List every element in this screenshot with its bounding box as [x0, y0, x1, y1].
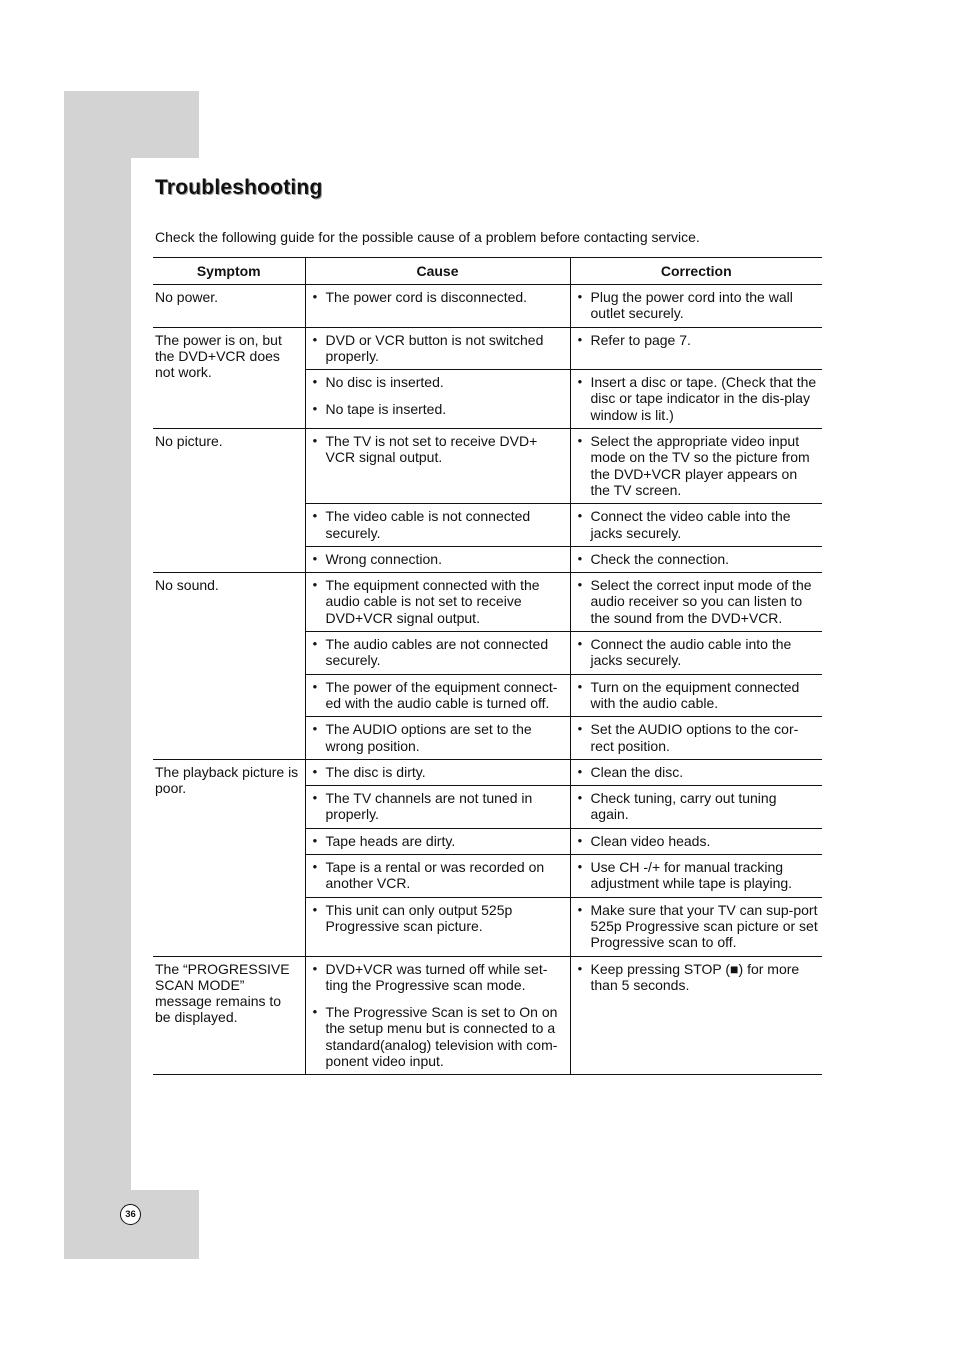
cause-cell	[305, 897, 570, 956]
cause-list	[308, 433, 566, 466]
correction-list	[573, 577, 819, 626]
cause-list	[308, 679, 566, 712]
correction-list	[573, 289, 819, 322]
cause-cell	[305, 828, 570, 854]
table-header-row	[153, 258, 822, 285]
correction-list	[573, 721, 819, 754]
correction-cell	[570, 504, 822, 547]
symptom-cell: The power is on, but the DVD+VCR does not work.	[153, 327, 305, 428]
symptom-cell: No power.	[153, 285, 305, 328]
correction-cell	[570, 956, 822, 1075]
correction-item: ● Clean the disc.	[573, 764, 819, 780]
cause-item: ● No tape is inserted.	[308, 401, 566, 417]
cause-cell	[305, 717, 570, 760]
correction-list	[573, 833, 819, 849]
cause-item: ● The TV channels are not tuned in properly.	[308, 790, 566, 823]
cause-cell	[305, 327, 570, 370]
cause-item: ● This unit can only output 525p Progressive scan picture.	[308, 902, 566, 935]
cause-list	[308, 902, 566, 935]
cause-cell	[305, 855, 570, 898]
table-row	[153, 285, 822, 328]
cause-item: ● DVD+VCR was turned off while set-ting the Progressive scan mode.	[308, 961, 566, 994]
correction-item: ● Set the AUDIO options to the cor-rect position.	[573, 721, 819, 754]
cause-item: ● Tape is a rental or was recorded on another VCR.	[308, 859, 566, 892]
table-row	[153, 956, 822, 1075]
symptom-cell: No picture.	[153, 429, 305, 573]
cause-cell	[305, 632, 570, 675]
cause-cell	[305, 546, 570, 572]
correction-cell	[570, 855, 822, 898]
cause-item: ● The AUDIO options are set to the wrong position.	[308, 721, 566, 754]
correction-cell	[570, 632, 822, 675]
correction-list	[573, 433, 819, 498]
cause-list	[308, 289, 566, 305]
correction-cell	[570, 717, 822, 760]
side-tab-decoration	[64, 158, 131, 1190]
symptom-cell: The playback picture is poor.	[153, 759, 305, 956]
cause-cell	[305, 429, 570, 504]
cause-item: ● The power cord is disconnected.	[308, 289, 566, 305]
cause-item: ● Wrong connection.	[308, 551, 566, 567]
correction-cell	[570, 759, 822, 785]
correction-cell	[570, 429, 822, 504]
cause-cell	[305, 573, 570, 632]
correction-cell	[570, 897, 822, 956]
cause-item: ● The power of the equipment connect-ed with the audio cable is turned off.	[308, 679, 566, 712]
intro-text: Check the following guide for the possible cause of a problem before contacting service.	[155, 229, 700, 245]
cause-list	[308, 636, 566, 669]
cause-item: ● The audio cables are not connected securely.	[308, 636, 566, 669]
correction-cell	[570, 370, 822, 429]
correction-list	[573, 374, 819, 423]
cause-item: ● DVD or VCR button is not switched properly.	[308, 332, 566, 365]
header-cause: Cause	[305, 258, 570, 285]
cause-list	[308, 721, 566, 754]
cause-list	[308, 551, 566, 567]
cause-item: ● No disc is inserted.	[308, 374, 566, 390]
cause-cell	[305, 786, 570, 829]
correction-list	[573, 859, 819, 892]
correction-item: ● Clean video heads.	[573, 833, 819, 849]
cause-list	[308, 577, 566, 626]
page-number: 36	[120, 1204, 141, 1225]
correction-item: ● Refer to page 7.	[573, 332, 819, 348]
cause-cell	[305, 504, 570, 547]
symptom-cell: The “PROGRESSIVE SCAN MODE” message remains to be displayed.	[153, 956, 305, 1075]
correction-item: ● Connect the audio cable into the jacks securely.	[573, 636, 819, 669]
cause-list	[308, 833, 566, 849]
correction-cell	[570, 546, 822, 572]
page-title: Troubleshooting	[155, 176, 323, 199]
cause-list	[308, 790, 566, 823]
cause-item: ● The disc is dirty.	[308, 764, 566, 780]
correction-item: ● Select the correct input mode of the audio receiver so you can listen to the sound from the DVD+VCR.	[573, 577, 819, 626]
cause-item: ● Tape heads are dirty.	[308, 833, 566, 849]
correction-item: ● Check tuning, carry out tuning again.	[573, 790, 819, 823]
correction-item: ● Use CH -/+ for manual tracking adjustment while tape is playing.	[573, 859, 819, 892]
correction-list	[573, 902, 819, 951]
table-row	[153, 759, 822, 785]
cause-item: ● The video cable is not connected securely.	[308, 508, 566, 541]
correction-item: ● Insert a disc or tape. (Check that the disc or tape indicator in the dis-play window is lit.)	[573, 374, 819, 423]
table-body	[153, 285, 822, 1075]
troubleshooting-table	[153, 257, 822, 1075]
cause-item: ● The TV is not set to receive DVD+ VCR signal output.	[308, 433, 566, 466]
correction-item: ● Check the connection.	[573, 551, 819, 567]
correction-item: ● Connect the video cable into the jacks securely.	[573, 508, 819, 541]
correction-item: ● Keep pressing STOP (■) for more than 5 seconds.	[573, 961, 819, 994]
table-row	[153, 429, 822, 504]
cause-list	[308, 374, 566, 418]
correction-list	[573, 332, 819, 348]
side-tab-decoration-top	[64, 91, 199, 158]
cause-item: ● The equipment connected with the audio cable is not set to receive DVD+VCR signal output.	[308, 577, 566, 626]
correction-list	[573, 508, 819, 541]
cause-cell	[305, 759, 570, 785]
cause-list	[308, 508, 566, 541]
correction-cell	[570, 786, 822, 829]
correction-cell	[570, 674, 822, 717]
header-symptom: Symptom	[153, 258, 305, 285]
cause-list	[308, 764, 566, 780]
correction-cell	[570, 327, 822, 370]
cause-cell	[305, 674, 570, 717]
correction-item: ● Make sure that your TV can sup-port 525p Progressive scan picture or set Progressive scan to off.	[573, 902, 819, 951]
table-row	[153, 327, 822, 370]
cause-cell	[305, 370, 570, 429]
correction-item: ● Plug the power cord into the wall outlet securely.	[573, 289, 819, 322]
cause-list	[308, 859, 566, 892]
correction-cell	[570, 828, 822, 854]
cause-list	[308, 332, 566, 365]
correction-list	[573, 551, 819, 567]
cause-list	[308, 961, 566, 1070]
correction-list	[573, 636, 819, 669]
correction-item: ● Turn on the equipment connected with the audio cable.	[573, 679, 819, 712]
table-row	[153, 573, 822, 632]
cause-cell	[305, 285, 570, 328]
correction-list	[573, 764, 819, 780]
header-correction: Correction	[570, 258, 822, 285]
correction-cell	[570, 285, 822, 328]
symptom-cell: No sound.	[153, 573, 305, 760]
correction-list	[573, 961, 819, 994]
cause-item: ● The Progressive Scan is set to On on the setup menu but is connected to a standard(analog) television with com-ponent video input.	[308, 1004, 566, 1069]
correction-list	[573, 790, 819, 823]
correction-item: ● Select the appropriate video input mode on the TV so the picture from the DVD+VCR player appears on the TV screen.	[573, 433, 819, 498]
correction-cell	[570, 573, 822, 632]
cause-cell	[305, 956, 570, 1075]
correction-list	[573, 679, 819, 712]
